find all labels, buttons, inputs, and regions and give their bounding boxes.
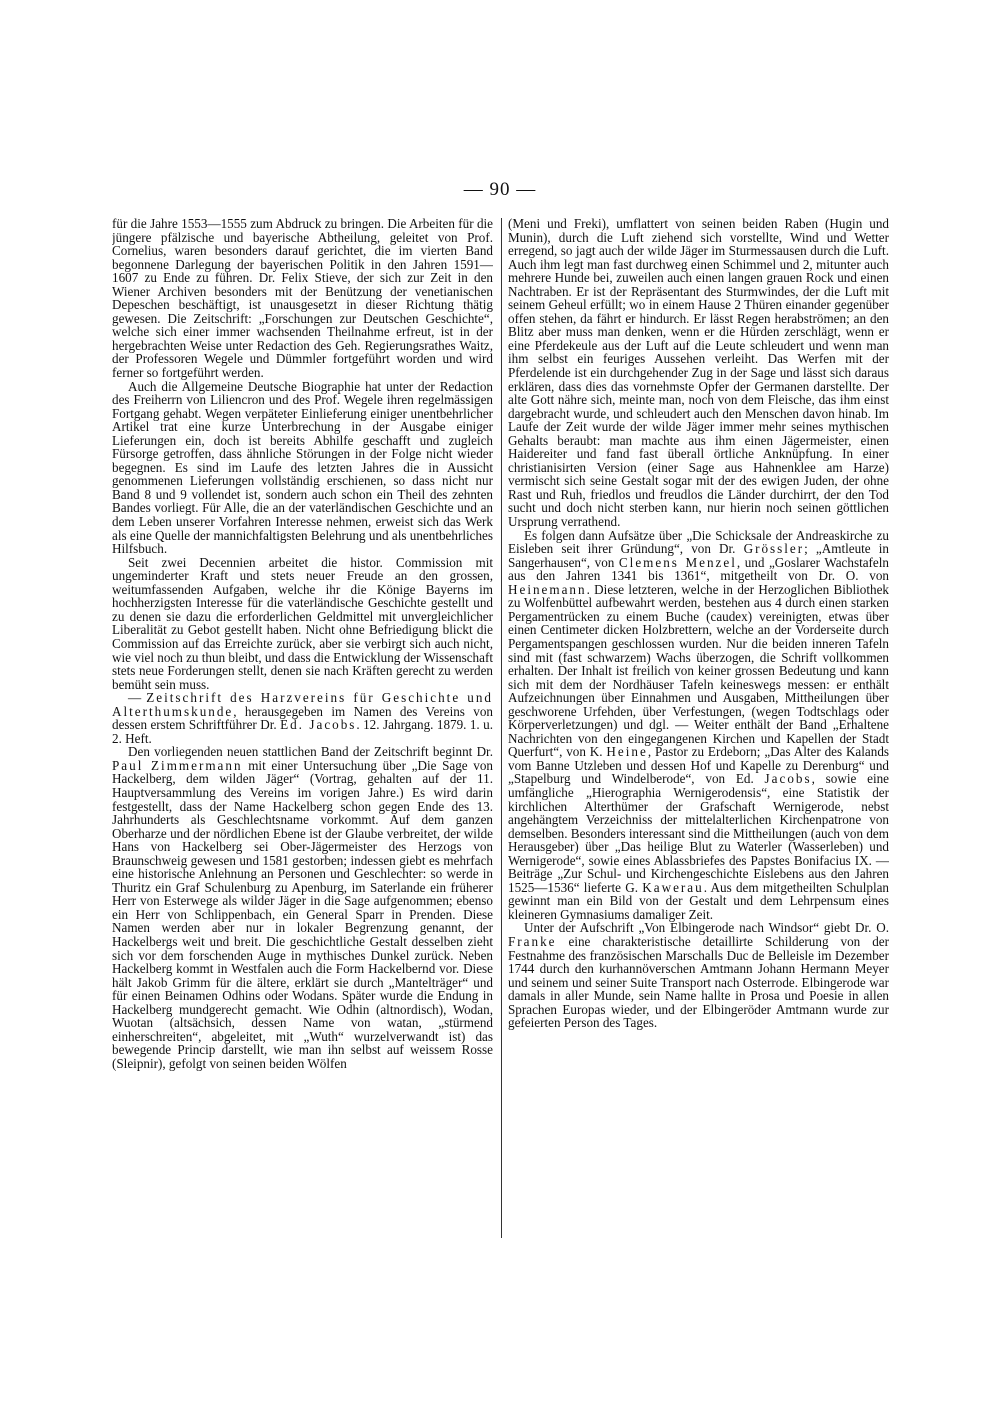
text-run: , und „Goslarer Wachstafeln aus den Jahren 1341 bis 1361“, mitgetheilt von Dr. O. von [508,554,889,584]
left-column [112,217,493,1237]
text-run: , sowie eine umfängliche „Hierographia Wernigerodensis“, eine Statistik der kirchlichen Alterthümer der Grafschaft Wernigerode, nebst angehängtem Verzeichniss der mittelalterlichen Kirchenpatrone von demselben. Besonders interessant sind die Mittheilungen (auch von dem Herausgeber) über „Das heilige Blut zu Waterler (Wasserleben) und Wernigerode“, sowie eines Ablassbriefes des Papstes Bonifacius IX. — Beiträge „Zur Schul- und Kirchengeschichte Eislebens aus den Jahren 1525—1536“ lieferte G. [508,771,889,895]
left-paragraph-3: Seit zwei Decennien arbeitet die histor. Commission mit ungeminderter Kraft und stets neuer Freude an den grossen, weitumfassenden Aufgaben, welche ihr die Könige Bayerns im hochherzigsten Interesse für die vaterländische Geschichte gestellt und zu denen sie dazu die erforderlichen Geldmittel mit unvergleichlicher Liberalität zu Gebot gestellt haben. Nicht ohne Befriedigung blickt die Commission auf das Erreichte zurück, aber sie verbirgt sich auch nicht, wie viel noch zu thun bleibt, und dass die Entwicklung der Wissenschaft stets neue Forderungen stellt, denen sie nach Kräften gerecht zu werden bemüht sein muss. [112,554,493,692]
left-paragraph-5 [112,745,493,1070]
author-name: Franke [508,933,557,949]
journal-title: Zeitschrift des Harzvereins für Geschichte und Alterthumskunde [112,690,493,719]
text-run: eine charakteristische detaillirte Schilderung von der Festnahme des französischen Marschalls Duc de Belleisle im Dezember 1744 durch den kurhannöverschen Amtmann Johann Hermann Meyer und seinem und seiner Suite Transport nach Osterrode. Elbingerode war damals in aller Munde, sein Name hallte in Prosa und Poesie in allen Sprachen Europas wieder, und der Elbingeröder Amtmann wurde zur gefeierten Person des Tages. [508,933,889,1031]
text-run: Es folgen dann Aufsätze über „Die Schicksale der Andreaskirche zu Eisleben seit ihrer Gründung“, von Dr. [508,527,889,557]
author-name: Kawerau [642,879,704,895]
text-run: ; „Amtleute in Sangerhausen“, von [508,541,889,570]
text-run: mit einer Untersuchung über „Die Sage von Hackelberg, dem wilden Jäger“ (Vortrag, gehalten auf der 11. Hauptversammlung des Vereins im vorigen Jahre.) Es wird darin festgestellt, dass der Name Hackelberg schon gegen Ende des 13. Jahrhunderts als Geschlechtsname vorkommt. Auf dem ganzen Oberharze und der nördlichen Ebene ist der Glaube verbreitet, der wilde Hans von Hackelberg sei Ober-Jägermeister des Herzogs von Braunschweig gewesen und 1581 gestorben; indessen giebt es mehrfach eine historische Anlehnung an Personen und Geschlechter: so werde in Thuritz ein Graf Schulenburg zu Apenburg, im Saterlande ein früherer Herr von Esterwege als wilder Jäger in die Sage aufgenommen; ebenso ein Herr von Schlippenbach, ein General Sparr in Prenden. Diese Namen werden aber nur in lokaler Begrenzung genannt, der Hackelbergs weit und breit. Die geschichtliche Gestalt desselben zieht sich vor dem forschenden Auge in mythisches Dunkel zurück. Neben Hackelberg kommt in Westfalen auch die Form Hackelbernd vor. Diese hält Jakob Grimm für die ältere, erklärt sie durch „Mantelträger“ und für einen Beinamen Odhins oder Wodans. Später wurde die Endung in Hackelberg mundgerecht gemacht. Wie Odhin (altnordisch), Wodan, Wuotan (altsächsich, dessen Name von watan, „stürmend einherschreiten“, abgeleitet, mit „Wuth“ wurzelverwandt ist) das bewegende Princip darstellt, wie man ihn selbst auf weissem Rosse (Sleipnir), gefolgt von seinen beiden Wölfen [112,757,493,1071]
author-name: Heine [606,744,648,760]
author-name: Heinemann [508,581,587,597]
text-run: , Pastor zu Erdeborn; „Das Alter des Kalands vom Banne Utzleben und dessen Hof und Kapelle zu Derenburg“ und „Stapelburg und Windelberode“, von Ed. [508,744,889,787]
author-name: Jacobs [764,771,812,787]
text-run: Den vorliegenden neuen stattlichen Band der Zeitschrift beginnt Dr. [128,744,493,760]
text-run: Unter der Aufschrift „Von Elbingerode nach Windsor“ giebt Dr. O. [524,920,889,936]
journal-editor: Ed. Jacobs [280,717,357,733]
journal-issue: . 12. Jahrgang. 1879. 1. u. 2. Heft. [112,717,493,746]
text-run: . Aus dem mitgetheilten Schulplan gewinnt man ein Bild von der Gestalt und dem Lehrpensum eines kleineren Gymnasiums damaliger Zeit. [508,879,889,922]
right-paragraph-2 [508,529,889,922]
page-number: — 90 — [463,179,537,200]
text-run: . Diese letzteren, welche in der Herzoglichen Bibliothek zu Wolfenbüttel aufbewahrt werden, bestehen aus 4 durch einen starken Pergamentrücken zu einem Buche (caudex) vereinigten, etwas über einen Centimeter dicken Holzbrettern, welche an der Vorderseite durch Pergamentspangen geschlossen wurden. Nur die beiden inneren Tafeln sind mit (fast schwarzem) Wachs überzogen, die Schrift vollkommen erhalten. Der Inhalt ist freilich von keiner grossen Bedeutung und kann sich mit dem der Nordhäuser Tafeln keineswegs messen: er enthält Aufzeichnungen über Einnahmen und Ausgaben, Mittheilungen über geschworene Urfehden, über Verfestungen, (wegen Todtschlags oder Körperverletzungen) und dgl. — Weiter enthält der Band „Erhaltene Nachrichten von den eingegangenen Kirchen und Kapellen der Stadt Querfurt“, von K. [508,581,889,760]
dash: — [128,690,147,706]
left-paragraph-2: Auch die Allgemeine Deutsche Biographie hat unter der Redaction des Freiherrn von Liliencron und des Prof. Wegele ihren regelmässigen Fortgang gehabt. Wegen verpäteter Einlieferung einiger unentbehrlicher Artikel trat eine kurze Unterbrechung in der Ausgabe einiger Lieferungen ein, doch ist bereits Abhilfe geschafft und zugleich Fürsorge getroffen, dass ähnliche Störungen in der Folge nicht wieder begegnen. Es sind im Laufe des letzten Jahres die in Aussicht genommenen Lieferungen vollständig erschienen, so dass nicht nur Band 8 und 9 vollendet ist, sondern auch schon ein Theil des zehnten Bandes vorliegt. Für Alle, die an der vaterländischen Geschichte und an dem Leben unserer Vorfahren Interesse nehmen, erweist sich das Werk als eine Quelle der mannichfaltigsten Belehrung und als unentbehrliches Hilfsbuch. [112,378,493,557]
author-name: Clemens Menzel [618,554,737,570]
left-paragraph-1: für die Jahre 1553—1555 zum Abdruck zu bringen. Die Arbeiten für die jüngere pfälzische und bayerische Abtheilung, geleitet von Prof. Cornelius, waren besonders darauf gerichtet, die im vierten Band begonnene Darlegung der bayerischen Politik in den Jahren 1591—1607 zu Ende zu führen. Dr. Felix Stieve, der sich zur Zeit in den Wiener Archiven besonders mit der Benützung der venetianischen Depeschen beschäftigt, ist unausgesetzt in dieser Richtung thätig gewesen. Die Zeitschrift: „Forschungen zur Deutschen Geschichte“, welche sich einer immer wachsenden Theilnahme erfreut, ist in der hergebrachten Weise unter Redaction des Geh. Regierungsrathes Waitz, der Professoren Wegele und Dümmler fortgeführt worden und wird ferner so fortgeführt werden. [112,217,493,381]
author-name: Paul Zimmermann [112,757,243,773]
author-name: Grössler [743,541,805,557]
right-column [508,217,889,1237]
left-paragraph-4 [112,691,493,745]
right-paragraph-3 [508,921,889,1029]
right-paragraph-1: (Meni und Freki), umflattert von seinen beiden Raben (Hugin und Munin), durch die Luft ziehend sich vorstellte, Wind und Wetter erregend, so jagt auch der wilde Jäger im Sturmessausen durch die Luft. Auch ihm legt man fast durchweg einen Schimmel und 2, mitunter auch mehrere Hunde bei, zuweilen auch einen langen grauen Rock und einen Nachtraben. Er ist der Repräsentant des Sturmwindes, der die Luft mit seinem Geheul erfüllt; wo in einem Hause 2 Thüren einander gegenüber offen stehen, da fährt er hindurch. Er lässt Regen herabströmen; an den Blitz aber muss man denken, wenn er die Hürden zerschlägt, wenn er eine Pferdekeule aus der Luft auf die Leute schleudert und wenn man ihm selbst ein feuriges Aussehen verleiht. Das Werfen mit der Pferdelende ist ein durchgehender Zug in der Sage und lässt sich daraus erklären, dass dies das vornehmste Opfer der Germanen darstellte. Der alte Gott nähre sich, meinte man, noch von dem Fleische, das ihm einst dargebracht wurde, und schleudert auch den Menschen davon hinab. Im Laufe der Zeit wurde der wilde Jäger immer mehr seines mythischen Gehalts beraubt: man machte aus ihm einen Jägermeister, einen Haidereiter und fand fast überall örtliche Anknüpfung. In einer christianisirten Version (einer Sage aus Hahnenklee am Harze) vermischt sich seine Gestalt sogar mit der des ewigen Juden, der ohne Rast und Ruh, friedlos und freudlos die Länder durchirrt, der den Tod sucht und doch nicht sterben kann, nur hierin noch seinen göttlichen Ursprung verrathend. [508,217,889,530]
column-divider [501,218,502,1238]
journal-text: , herausgegeben im Namen des Vereins von dessen erstem Schriftführer Dr. [112,703,493,733]
